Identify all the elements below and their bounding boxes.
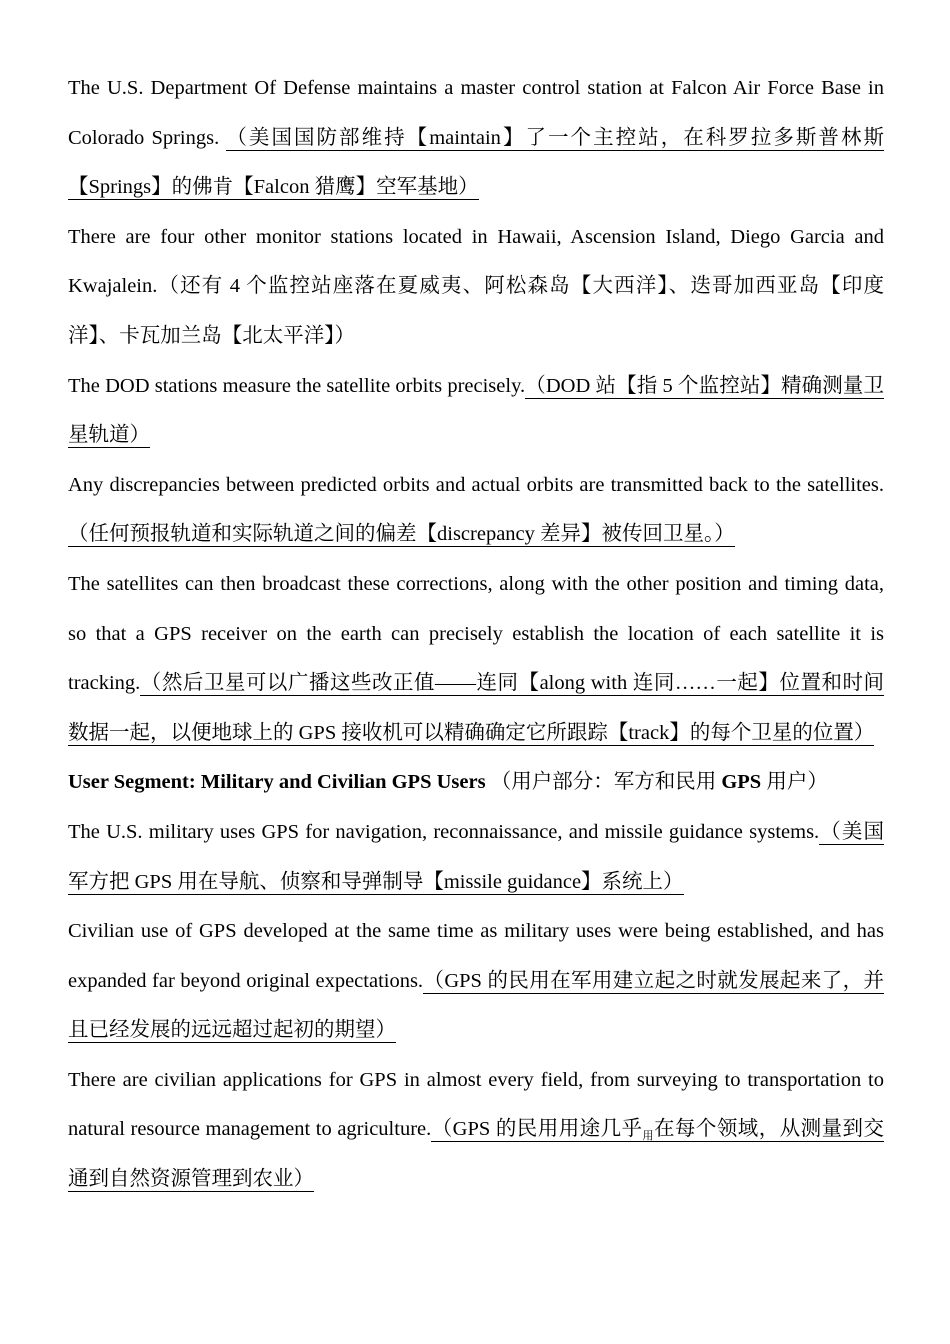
paragraph-civilian-use: [68, 907, 884, 1056]
paragraph-broadcast-corrections: [68, 560, 884, 758]
paragraph-monitor-stations: [68, 213, 884, 362]
heading-chinese-open: （用户部分：军方和民用: [485, 771, 722, 794]
chinese-translation-before: （GPS 的民用用途几乎: [431, 1118, 643, 1141]
english-text: The satellites can then broadcast these corrections, along with the other position and timing data, so that a GPS receiver on the earth can precisely establish the location of each satellite it is tracking.: [68, 572, 884, 695]
chinese-translation: （DOD 站【指 5 个监控站】精确测量卫星轨道）: [68, 374, 884, 447]
english-text: Any discrepancies between predicted orbits and actual orbits are transmitted back to the satellites.: [68, 473, 884, 496]
heading-chinese: [486, 771, 828, 793]
paragraph-master-control: [68, 64, 884, 213]
chinese-translation-after: 在每个领域，从测量到交通到自然资源管理到农业）: [68, 1118, 884, 1191]
paragraph-civilian-applications: [68, 1056, 884, 1205]
heading-english: User Segment: Military and Civilian GPS Users: [68, 771, 486, 794]
chinese-translation: （美国军方把 GPS 用在导航、侦察和导弹制导【missile guidance】系统上）: [68, 820, 884, 893]
chinese-translation: （然后卫星可以广播这些改正值——连同【along with 连同……一起】位置和时间数据一起，以便地球上的 GPS 接收机可以精确确定它所跟踪【track】的每个卫星的位置）: [68, 672, 884, 744]
chinese-translation: （美国国防部维持【maintain】了一个主控站，在科罗拉多斯普林斯【Springs】的佛肯【Falcon 猎鹰】空军基地）: [68, 126, 884, 199]
english-text: Civilian use of GPS developed at the same time as military uses were being established, and has expanded far beyond original expectations.: [68, 920, 884, 992]
english-text: The DOD stations measure the satellite orbits precisely.: [68, 374, 526, 397]
english-text: There are civilian applications for GPS in almost every field, from surveying to transportation to natural resource management to agriculture.: [68, 1068, 884, 1141]
paragraph-dod-stations: [68, 362, 884, 461]
english-text: The U.S. military uses GPS for navigation, reconnaissance, and missile guidance systems.: [68, 820, 820, 843]
paragraph-military-use: [68, 808, 884, 907]
heading-chinese-gps: GPS: [721, 771, 762, 794]
heading-chinese-close: 用户）: [761, 771, 828, 794]
document-page: [68, 64, 884, 1205]
chinese-translation: （还有 4 个监控站座落在夏威夷、阿松森岛【大西洋】、迭哥加西亚岛【印度洋】、卡瓦加兰岛【北太平洋】）: [68, 275, 884, 347]
chinese-translation: （任何预报轨道和实际轨道之间的偏差【discrepancy 差异】被传回卫星。）: [68, 523, 735, 546]
paragraph-discrepancies: [68, 461, 884, 560]
english-text: The U.S. Department Of Defense maintains a master control station at Falcon Air Force Base in Colorado Springs.: [68, 77, 884, 149]
english-text: There are four other monitor stations located in Hawaii, Ascension Island, Diego Garcia and Kwajalein.: [68, 225, 884, 298]
chinese-translation: （GPS 的民用在军用建立起之时就发展起来了，并且已经发展的远远超过起初的期望）: [68, 969, 884, 1042]
section-heading-user-segment: [68, 758, 884, 808]
chinese-subscript-mark: 用: [642, 1130, 654, 1143]
